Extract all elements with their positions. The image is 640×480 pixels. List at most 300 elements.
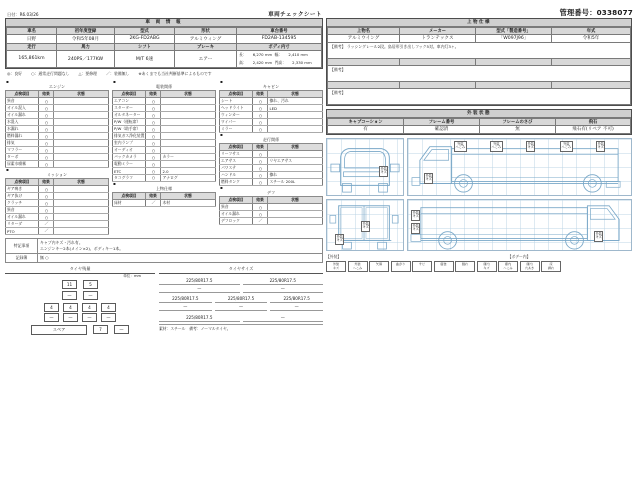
inspect-result: ○ [253,151,268,158]
vi2-v-2: M/T 6速 [115,50,175,67]
diagram-front-view [326,138,404,196]
inspect-state [268,112,323,119]
bs2-h-0 [328,59,400,66]
bikou-label-2: 【備考】 [330,67,346,73]
inspect-item: シート [220,98,253,105]
inspect-state [54,161,109,168]
inspect-state [54,105,109,112]
spare-size-row [159,314,323,322]
table-row [6,133,109,140]
tire-size-sub-4: — [270,303,323,311]
col-item: 点検項目 [6,91,39,98]
col-state: 状態 [268,91,323,98]
control-number: 管理番号：0338077 [559,8,633,17]
table-row [220,158,323,165]
inspect-result: ／ [39,221,54,228]
inspection-area [5,80,323,235]
inspect-result: ○ [39,214,54,221]
tire-size-row-2 [159,295,323,303]
damage-tag-side2-0: 外装 キズ [411,210,420,221]
inspect-state [54,112,109,119]
inspect-item: 床材 [113,199,146,206]
group-marker-0: ▪ [6,79,9,85]
tire-depth-title: タイヤ残量 [5,266,155,274]
table-row [6,112,109,119]
bs3-h-2 [476,82,552,89]
tire-size-sub-0: — [159,285,240,293]
inspect-state [268,119,323,126]
main-columns [5,18,635,335]
inspect-result: ○ [146,147,161,154]
tire-mid-sub-1: — [63,313,78,322]
inspect-state [54,214,109,221]
table-row [6,214,109,221]
col-result: 結果 [253,91,268,98]
bs-v-1: トランテックス [400,34,476,43]
tire-front-0: 11 [62,280,77,289]
inspect-item: 異音 [6,207,39,214]
inspect-result: ○ [39,98,54,105]
inspection-group-title: エンジン [48,84,66,90]
table-row [7,50,322,67]
notes-table [5,238,323,263]
inspect-state [54,154,109,161]
dim-v2-0: 2,410 [288,51,300,57]
inspect-result: ○ [253,165,268,172]
table-header-row [220,144,323,151]
inspect-result: ○ [146,161,161,168]
dim-line-2: 高： 2,420 mm 門高： 2,330 mm [239,59,312,65]
inspect-state [161,133,216,140]
vehicle-info-title: 車 両 情 報 [6,19,322,27]
inspection-table-デフ [219,196,323,225]
inspect-state [268,165,323,172]
table-row [6,207,109,214]
table-header-row [6,91,109,98]
table-row [6,254,323,263]
vi2-h-4: ボディ内寸 [237,43,322,50]
legend-chip-3: 曲がり [391,261,411,272]
inspect-item: デフロック [220,218,253,225]
dim-line-1: 長： 6,270 mm 幅： 2,410 mm [239,51,308,57]
inspect-result: ○ [253,211,268,218]
body-spec-bikou [328,43,631,59]
inspect-result: ○ [39,140,54,147]
inspect-item: スターター [113,105,146,112]
tire-size-sub-1: — [243,285,324,293]
tire-size-row-1 [159,277,323,285]
table-row [113,133,216,140]
inspection-group-title: 上物仕様 [155,185,173,191]
vi2-v-3: エアー [175,50,237,67]
inspect-item: クラッチ [6,200,39,207]
legend-chip-4: サビ [412,261,432,272]
inspect-state [54,140,109,147]
vi2-h-2: シフト [115,43,175,50]
group-marker-6: ▪ [220,185,223,191]
tire-spare-label: スペア [31,325,87,335]
col-item: 点検項目 [220,197,253,204]
inspect-item: ギア鳴き [6,186,39,193]
ex-v-3: 飛石有(リペア 不可) [556,125,631,134]
table-row [220,105,323,112]
vi2-h-1: 馬力 [57,43,115,50]
col-state: 状態 [268,197,323,204]
bs-h-0: 上物名 [328,27,400,34]
inspect-result: ○ [253,126,268,133]
inspect-result: ○ [39,126,54,133]
group-marker-2: ▪ [113,79,116,85]
table-row [328,66,631,82]
inspect-state [54,133,109,140]
bikou-text: ラッシングレール2段。鳥居形引き出しフック5対。車内灯3ヶ。 [346,44,459,50]
tire-size-sub-row-1 [159,285,323,293]
inspect-item: オーディオ [113,147,146,154]
inspection-group-title: 走行関係 [262,137,280,143]
legend-chip-9: 庫内 穴あき [520,261,540,272]
inspect-result: ○ [253,112,268,119]
table-header-row [113,192,216,199]
inspect-state: リヤエアサス [268,158,323,165]
inspect-result: ○ [253,98,268,105]
inspect-item: 燃料タンク [220,179,253,186]
tire-front-sub-1: — [83,291,98,300]
tire-size-1: 225/80R17.5 [243,277,324,285]
inspect-result: ○ [146,112,161,119]
damage-diagrams [326,138,632,272]
table-row [113,154,216,161]
legend-chip-10: 床 剥れ [541,261,561,272]
group-marker-3: ▪ [113,180,116,186]
special-notes-label: 特記事項 [6,239,38,254]
inspect-state: 木材 [161,199,216,206]
ex-h-1: フレーム番号 [404,118,480,125]
inspect-state [54,119,109,126]
tire-size-sub-2: — [159,303,212,311]
table-row [113,140,216,147]
table-row [113,105,216,112]
inspect-result: ○ [146,98,161,105]
diagram-captions [326,254,632,260]
damage-tag-side-5: 外装 キズ [424,173,433,184]
inspect-state [268,126,323,133]
table-row [220,165,323,172]
inspect-result: ○ [39,161,54,168]
group-marker-5: ▪ [220,132,223,138]
legend-chip-1: 外装 へこみ [348,261,368,272]
inspect-item: パワステ [220,165,253,172]
inspect-result: ○ [253,119,268,126]
col-state: 状態 [54,91,109,98]
legend-item-3: ／：装備無し [106,71,130,77]
bs-v-3: 令和5年 [552,34,631,43]
inspect-result: ○ [146,168,161,174]
inspection-group-title: デフ [266,190,276,196]
bikou-line [328,43,630,58]
inspect-state [54,193,109,200]
damage-tag-front-0: 外装 キズ [379,166,388,177]
inspect-item: ターボ [6,154,39,161]
inspect-state [161,161,216,168]
table-row [7,28,322,35]
inspect-state [161,119,216,126]
inspect-state [54,186,109,193]
inspect-result: ○ [146,119,161,126]
ex-v-2: 無 [480,125,556,134]
table-row [328,43,631,59]
col-item: 点検項目 [113,91,146,98]
legend-item-4: ※あくまでも当社判断基準によるものです [138,71,212,77]
col-state: 状態 [268,144,323,151]
table-row [6,193,109,200]
table-row [6,161,109,168]
inspect-item: 異音 [220,204,253,211]
ex-h-0: キャブコーション [328,118,404,125]
inspect-state [268,218,323,225]
inspect-state [54,200,109,207]
inspect-result: ○ [146,126,161,133]
inspect-item: 電動ミラー [113,161,146,168]
side2-view-drawing [408,200,631,250]
table-header-row [113,91,216,98]
bs-h-1: メーカー [400,27,476,34]
bikou-line-2 [328,66,630,81]
tire-mid-sub-2: — [82,313,97,322]
inspect-item: ギア抜け [6,193,39,200]
table-row [220,211,323,218]
vehicle-info-section [5,18,323,69]
inspect-item: ワイパー [220,119,253,126]
dim-l-0: 長 [239,51,243,57]
inspect-item: ETC [113,168,146,174]
inspect-item: エアサス [220,158,253,165]
legend-chip-7: 庫内 キズ [477,261,497,272]
tire-mid-sub-3: — [101,313,116,322]
damage-tag-side-3: 外装 へこみ [560,141,573,152]
bs3-h-3 [552,82,631,89]
damage-tag-side2-1: 外装 キズ [411,223,420,234]
ex-v-1: 確認済 [404,125,480,134]
table-row [6,147,109,154]
inspect-item: オイル混入 [6,105,39,112]
table-row [6,105,109,112]
front-view-drawing [327,139,403,195]
inspect-item: オイル漏れ [6,112,39,119]
table-row [220,218,323,225]
inspect-item: 排気 [6,140,39,147]
inspect-result: ○ [146,174,161,181]
tire-size-3: 225/80R17.5 [215,295,268,303]
inspect-state: LED [268,105,323,112]
diagram-left-side-view [407,138,632,196]
inspect-result: ○ [253,204,268,211]
tire-size-block [159,266,323,335]
table-row [328,125,631,134]
inspection-group-title: キャビン [262,84,280,90]
inspect-result: ○ [253,158,268,165]
inspect-item: 異音 [6,98,39,105]
col-result: 結果 [253,197,268,204]
col-result: 結果 [39,91,54,98]
exterior-table [327,118,631,135]
inspect-result: ○ [39,200,54,207]
inspection-column-3 [219,80,323,235]
inspect-item: ミラー [220,126,253,133]
table-row [113,147,216,154]
tire-mid-3: 4 [101,303,116,312]
table-row [220,179,323,186]
inspect-state: スチール 200L [268,179,323,186]
inspect-item: PTO [6,228,39,235]
table-row [220,119,323,126]
bs2-h-1 [400,59,476,66]
inspection-column-2 [112,80,216,235]
ex-v-0: 有 [328,125,404,134]
vi-h-0: 車名 [7,28,57,35]
inspect-result: ○ [146,140,161,147]
tire-mid-sub-row [5,313,155,322]
tire-material-note: 素材：スチール 備考：ノーマルタイヤ。 [159,324,323,332]
table-row [220,112,323,119]
inspect-state [161,98,216,105]
inspect-result: ○ [146,133,161,140]
tire-front-1: 5 [83,280,98,289]
col-result: 結果 [146,91,161,98]
legend-chip-0: 外装 キズ [326,261,346,272]
dim-u2-1: mm [304,59,312,65]
inspect-state: 2.0 [161,168,216,174]
inspection-table-ミッション [5,178,109,235]
tire-size-sub-row-2 [159,303,323,311]
table-row [6,154,109,161]
legend-item-1: ○：通常走行問題なし [31,71,70,77]
ex-h-2: フレームのさび [480,118,556,125]
table-row [113,199,216,206]
inspect-state [161,140,216,147]
dim-l2-1: 門高 [274,59,283,65]
inspect-state [54,126,109,133]
col-state: 状態 [161,91,216,98]
exterior-section [326,109,632,135]
legend-item-2: △：要修理 [78,71,98,77]
inspect-item: オイル漏れ [220,211,253,218]
col-result: 結果 [146,192,161,199]
inspect-item: オルタネーター [113,112,146,119]
table-header-row [220,91,323,98]
table-row [328,27,631,34]
result-legend [5,69,323,80]
inspect-state [161,112,216,119]
inspect-state [54,228,109,235]
col-item: 点検項目 [6,179,39,186]
table-row [6,221,109,228]
inspection-table-電装関係 [112,90,216,181]
right-column [326,18,632,335]
dim-l2-0: 幅 [274,51,279,57]
group-marker-4: ▪ [220,79,223,85]
bs3-h-0 [328,82,400,89]
page-title: 車両チェックシート [268,12,322,18]
inspect-item: 燃料漏れ [6,133,39,140]
inspect-result: ○ [39,154,54,161]
inspect-item: ヘッドライト [220,105,253,112]
inspection-table-走行関係 [219,143,323,186]
tire-unit: 単位：mm [123,273,141,278]
inspect-state [268,151,323,158]
inspect-item: エアコン [113,98,146,105]
caption-body-inside: 【ボデー内】 [507,254,531,259]
legend-chip-2: 矢傷 [369,261,389,272]
body-dimensions [237,50,322,67]
tire-spare-row [5,325,155,335]
col-result: 結果 [253,144,268,151]
ex-h-3: 飛石 [556,118,631,125]
bs-v-0: アルミウイング [328,34,400,43]
caption-exterior: 【外装】 [326,254,342,259]
table-row [220,204,323,211]
inspect-item: リーフサス [220,151,253,158]
table-row [328,82,631,89]
inspect-item: 室内ランプ [113,140,146,147]
tire-size-sub-3: — [215,303,268,311]
table-row [7,35,322,44]
vi-h-3: 形状 [175,28,237,35]
dim-u2-0: mm [300,51,308,57]
diagram-row-top [326,138,632,196]
inspect-result: ○ [253,105,268,112]
inspect-state [54,98,109,105]
inspect-item: 水混入 [6,119,39,126]
damage-tag-side-1: 外装 へこみ [490,141,503,152]
col-state: 状態 [54,179,109,186]
bs3-h-1 [400,82,476,89]
spare-size-value: 225/80R17.5 [159,314,240,322]
bs-v-2: 「W097J96」 [476,34,552,43]
table-row [6,228,109,235]
table-row [6,119,109,126]
table-row [6,98,109,105]
vi-v-2: 2KG-FD2ABG [115,35,175,44]
bikou-label: 【備考】 [330,44,346,50]
body-spec-section [326,18,632,106]
tire-depth-block [5,266,155,335]
inspect-state: 擦れ [268,172,323,179]
table-row [6,186,109,193]
col-item: 点検項目 [220,144,253,151]
inspect-item: バックカメラ [113,154,146,161]
vi-h-1: 初年度登録 [57,28,115,35]
inspect-result: ○ [39,133,54,140]
table-row [6,140,109,147]
body-spec-table [327,27,631,106]
tire-front-sub-0: — [62,291,77,300]
table-row [220,172,323,179]
tire-mid-1: 4 [63,303,78,312]
col-state: 状態 [161,192,216,199]
inspect-item: P/W（運転席） [113,119,146,126]
tire-size-0: 225/80R17.5 [159,277,240,285]
inspect-item: オイル漏れ [6,214,39,221]
inspect-state [161,147,216,154]
inspect-result: ○ [39,119,54,126]
body-spec-bikou-2 [328,66,631,82]
inspect-result: ○ [39,105,54,112]
inspect-item: 水漏れ [6,126,39,133]
table-row [113,98,216,105]
special-note-line-1: エンジンキー2本(メイン×2)、ボディキー1本。 [40,246,124,252]
table-row [113,119,216,126]
vi-h-2: 型式 [115,28,175,35]
